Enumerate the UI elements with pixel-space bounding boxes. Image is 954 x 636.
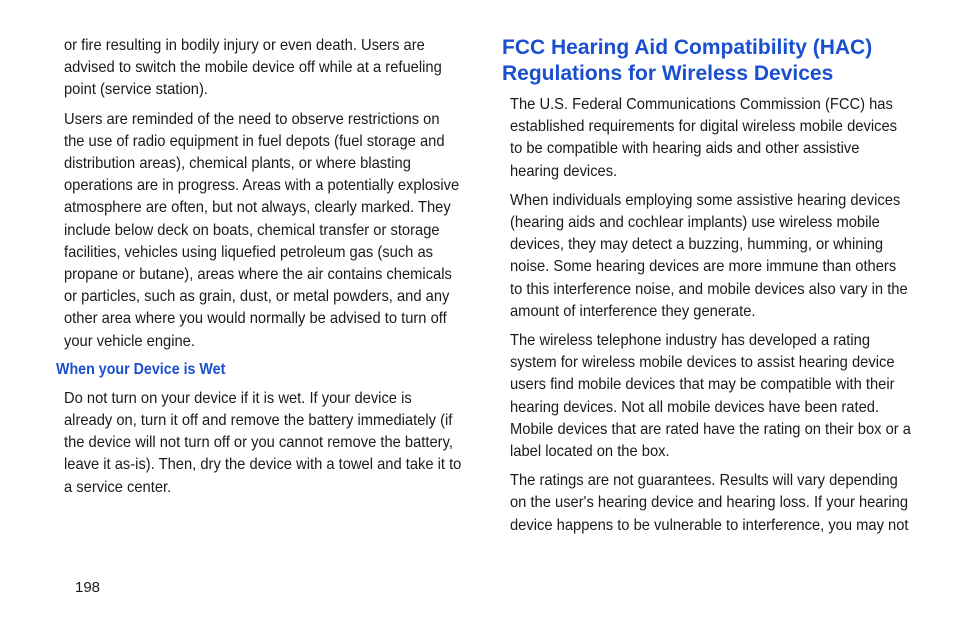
paragraph-refueling: or fire resulting in bodily injury or even death. Users are advised to switch the mobile device off while at a refueling point (service station). — [64, 37, 442, 99]
paragraph-device-wet: Do not turn on your device if it is wet. If your device is already on, turn it off and remove the battery immediately (if the device will not turn off or you cannot remove the battery, leave it as-is). Then, dry the device with a towel and take it to a service center. — [64, 389, 462, 496]
subheading-device-wet: When your Device is Wet — [56, 360, 226, 378]
left-column — [56, 35, 464, 506]
paragraph-fcc-requirements: The U.S. Federal Communications Commission (FCC) has established requirements for digital wireless mobile devices to be compatible with hearing aids and other assistive hearing devices. — [510, 96, 897, 180]
paragraph-rating-system: The wireless telephone industry has developed a rating system for wireless mobile devices to assist hearing device users find mobile devices that may be compatible with their hearing devices. Not all mobile devices have been rated. Mobile devices that are rated have the rating on their box or a label located on the box. — [510, 332, 911, 461]
section-heading-hac: FCC Hearing Aid Compatibility (HAC) Regulations for Wireless Devices — [502, 36, 873, 85]
right-column — [502, 35, 914, 544]
paragraph-restrictions: Users are reminded of the need to observe restrictions on the use of radio equipment in fuel depots (fuel storage and distribution areas), chemical plants, or where blasting operations are in progress. Areas with a potentially explosive atmosphere are often, but not always, clearly marked. They include below deck on boats, chemical transfer or storage facilities, vehicles using liquefied petroleum gas (such as propane or butane), areas where the air contains chemicals or particles, such as grain, dust, or metal powders, and any other area where you would normally be advised to turn off your vehicle engine. — [64, 110, 460, 350]
paragraph-ratings-not-guarantees: The ratings are not guarantees. Results will vary depending on the user's hearing device and hearing loss. If your hearing device happens to be vulnerable to interference, you may not — [510, 472, 909, 534]
page-number: 198 — [75, 579, 101, 596]
paragraph-interference-noise: When individuals employing some assistive hearing devices (hearing aids and cochlear implants) use wireless mobile devices, they may detect a buzzing, humming, or whining noise. Some hearing devices are more immune than others to this interference noise, and mobile devices also vary in the amount of interference they generate. — [510, 191, 908, 320]
hac-body — [502, 94, 914, 537]
